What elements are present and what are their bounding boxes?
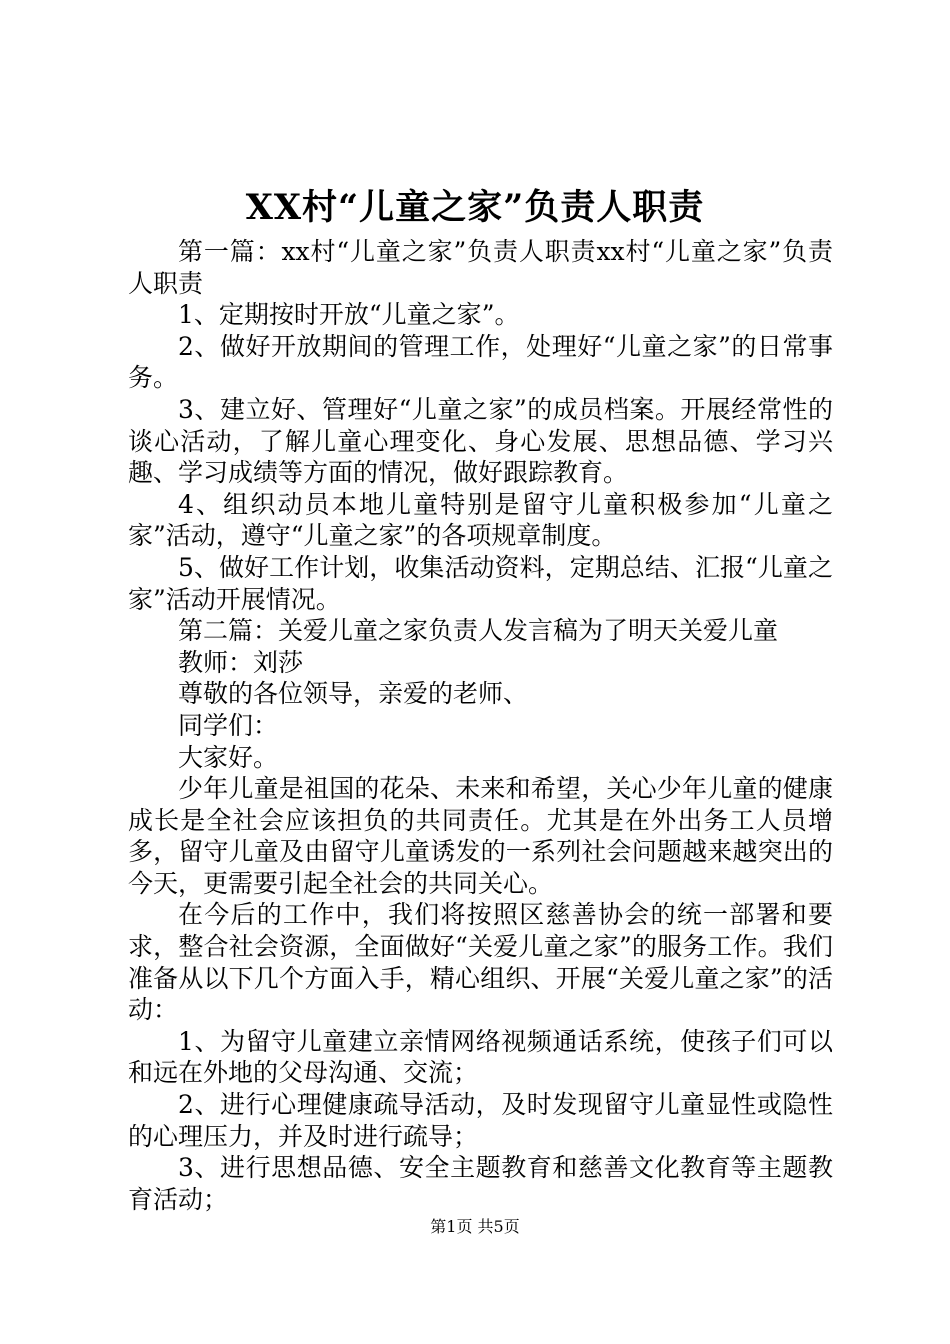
paragraph: 2、进行心理健康疏导活动，及时发现留守儿童显性或隐性的心理压力，并及时进行疏导；: [128, 1090, 833, 1151]
paragraph: 3、进行思想品德、安全主题教育和慈善文化教育等主题教育活动；: [128, 1153, 833, 1214]
paragraph: 同学们：: [178, 710, 279, 740]
page-number-footer: 第1页 共5页: [430, 1217, 520, 1236]
paragraph: 2、做好开放期间的管理工作，处理好“儿童之家”的日常事务。: [128, 331, 833, 393]
paragraph: 第一篇：xx村“儿童之家”负责人职责xx村“儿童之家”负责人职责: [128, 237, 833, 298]
paragraph: 在今后的工作中，我们将按照区慈善协会的统一部署和要求，整合社会资源，全面做好“关爱儿童之家”的服务工作。我们准备从以下几个方面入手，精心组织、开展“关爱儿童之家”的活动：: [128, 900, 833, 1025]
paragraph: 少年儿童是祖国的花朵、未来和希望，关心少年儿童的健康成长是全社会应该担负的共同责任。尤其是在外出务工人员增多，留守儿童及由留守儿童诱发的一系列社会问题越来越突出的今天，更需要引起全社会的共同关心。: [128, 774, 833, 898]
paragraph: 3、建立好、管理好“儿童之家”的成员档案。开展经常性的谈心活动，了解儿童心理变化、身心发展、思想品德、学习兴趣、学习成绩等方面的情况，做好跟踪教育。: [128, 394, 833, 488]
paragraph: 大家好。: [178, 742, 279, 772]
paragraph: 教师：刘莎: [178, 647, 304, 677]
paragraph: 4、组织动员本地儿童特别是留守儿童积极参加“儿童之家”活动，遵守“儿童之家”的各项规章制度。: [128, 489, 833, 551]
document-body: [128, 236, 833, 1215]
document-title: XX村“儿童之家”负责人职责: [245, 187, 705, 228]
paragraph: 1、为留守儿童建立亲情网络视频通话系统，使孩子们可以和远在外地的父母沟通、交流；: [128, 1026, 833, 1088]
paragraph: 尊敬的各位领导，亲爱的老师、: [178, 679, 529, 709]
paragraph: 5、做好工作计划，收集活动资料，定期总结、汇报“儿童之家”活动开展情况。: [128, 552, 833, 614]
paragraph: 第二篇：关爱儿童之家负责人发言稿为了明天关爱儿童: [178, 616, 779, 646]
paragraph: 1、定期按时开放“儿童之家”。: [178, 300, 520, 330]
